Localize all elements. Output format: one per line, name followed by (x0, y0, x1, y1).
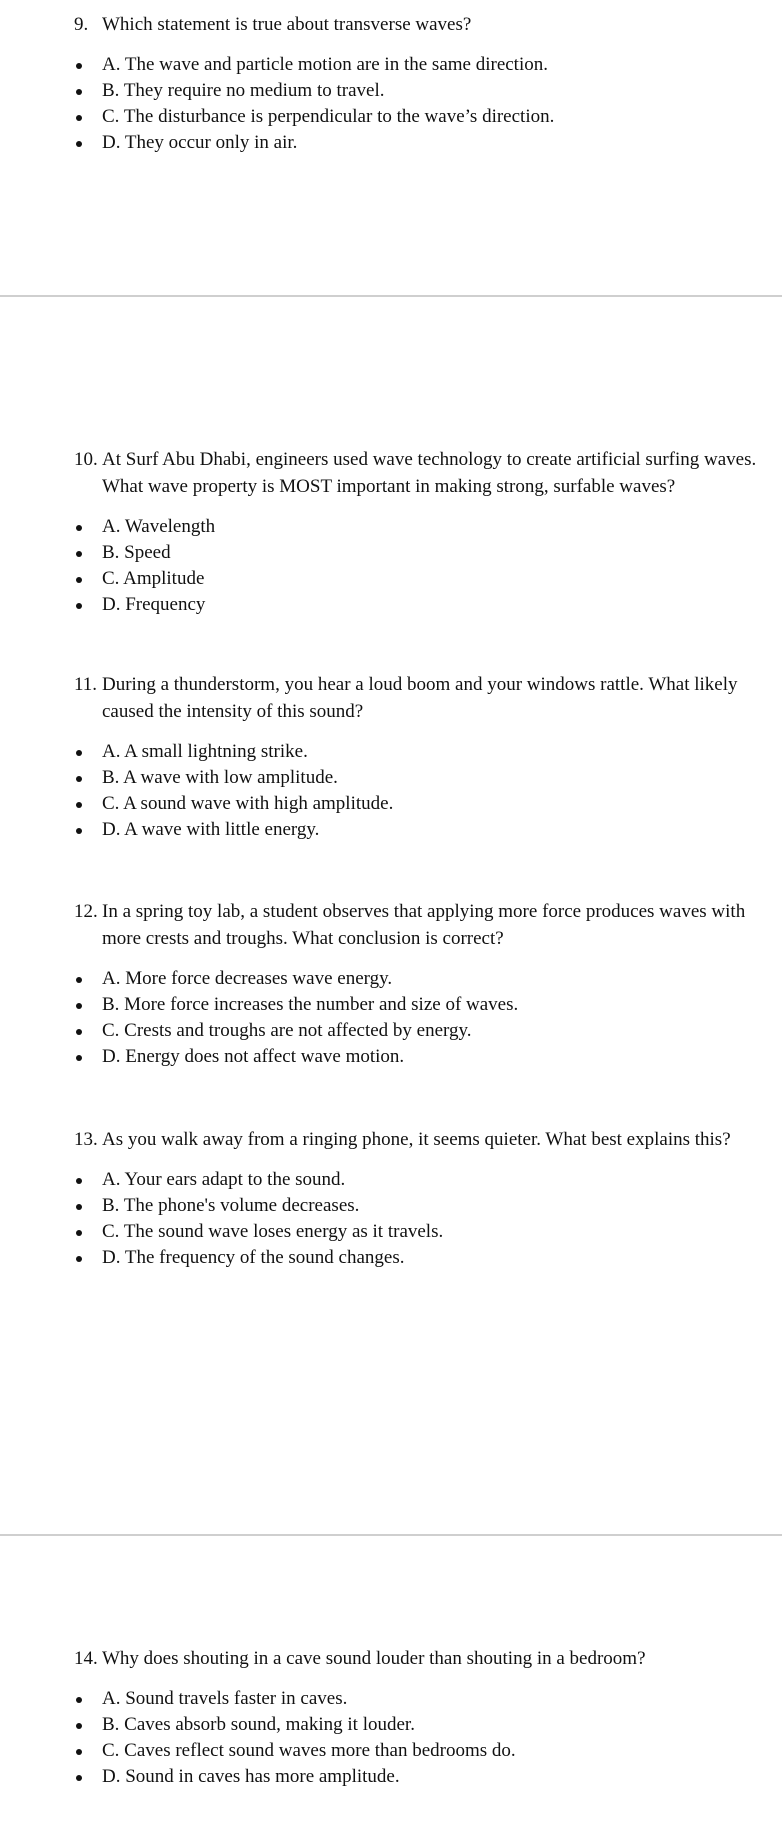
answer-text: C. Amplitude (102, 568, 205, 589)
question-header (74, 1645, 774, 1672)
answer-option (74, 104, 774, 130)
bullet-icon (76, 1697, 82, 1703)
answer-text: C. The sound wave loses energy as it travels. (102, 1221, 444, 1242)
answer-text: D. Sound in caves has more amplitude. (102, 1766, 400, 1787)
answer-option (74, 514, 774, 540)
answer-text: D. The frequency of the sound changes. (102, 1247, 405, 1268)
bullet-icon (76, 1055, 82, 1061)
answer-options (74, 514, 774, 618)
bullet-icon (76, 525, 82, 531)
question-header (74, 1126, 774, 1153)
answer-option (74, 1044, 774, 1070)
question-number: 11. (74, 674, 98, 695)
bullet-icon (76, 577, 82, 583)
answer-option (74, 1686, 774, 1712)
question-text: During a thunderstorm, you hear a loud boom and your windows rattle. What likely caused the intensity of this sound? (102, 674, 738, 722)
answer-option (74, 130, 774, 156)
answer-text: A. Wavelength (102, 516, 216, 537)
bullet-icon (76, 89, 82, 95)
answer-option (74, 1018, 774, 1044)
page-divider (0, 295, 782, 297)
answer-text: A. The wave and particle motion are in the same direction. (102, 54, 548, 75)
answer-option (74, 1712, 774, 1738)
question-text: As you walk away from a ringing phone, it seems quieter. What best explains this? (102, 1129, 731, 1150)
answer-option (74, 791, 774, 817)
question-number: 10. (74, 449, 98, 470)
answer-options (74, 1686, 774, 1790)
answer-text: A. More force decreases wave energy. (102, 968, 393, 989)
answer-text: B. Speed (102, 542, 171, 563)
answer-option (74, 1245, 774, 1271)
question-header (74, 11, 774, 38)
bullet-icon (76, 115, 82, 121)
answer-options (74, 739, 774, 843)
answer-text: B. Caves absorb sound, making it louder. (102, 1714, 415, 1735)
answer-option (74, 765, 774, 791)
bullet-icon (76, 776, 82, 782)
answer-text: C. Caves reflect sound waves more than bedrooms do. (102, 1740, 516, 1761)
answer-option (74, 78, 774, 104)
question-header (74, 671, 774, 725)
answer-text: B. A wave with low amplitude. (102, 767, 338, 788)
bullet-icon (76, 1029, 82, 1035)
answer-option (74, 1193, 774, 1219)
answer-text: D. They occur only in air. (102, 132, 298, 153)
bullet-icon (76, 828, 82, 834)
question-10 (74, 446, 774, 618)
answer-option (74, 992, 774, 1018)
bullet-icon (76, 1003, 82, 1009)
question-12 (74, 898, 774, 1070)
bullet-icon (76, 1230, 82, 1236)
question-header (74, 446, 774, 500)
question-text: Why does shouting in a cave sound louder than shouting in a bedroom? (102, 1648, 646, 1669)
question-text: At Surf Abu Dhabi, engineers used wave technology to create artificial surfing waves. What wave property is MOST important in making strong, surfable waves? (102, 449, 757, 497)
bullet-icon (76, 1723, 82, 1729)
question-number: 12. (74, 901, 98, 922)
bullet-icon (76, 63, 82, 69)
answer-text: D. Frequency (102, 594, 206, 615)
answer-option (74, 566, 774, 592)
answer-text: C. Crests and troughs are not affected by energy. (102, 1020, 472, 1041)
answer-text: A. Your ears adapt to the sound. (102, 1169, 346, 1190)
question-number: 14. (74, 1648, 98, 1669)
answer-option (74, 52, 774, 78)
question-number: 13. (74, 1129, 98, 1150)
answer-options (74, 966, 774, 1070)
question-text: In a spring toy lab, a student observes that applying more force produces waves with more crests and troughs. What conclusion is correct? (102, 901, 746, 949)
bullet-icon (76, 141, 82, 147)
answer-text: C. A sound wave with high amplitude. (102, 793, 394, 814)
answer-text: B. They require no medium to travel. (102, 80, 385, 101)
question-11 (74, 671, 774, 843)
bullet-icon (76, 1204, 82, 1210)
answer-options (74, 52, 774, 156)
bullet-icon (76, 977, 82, 983)
question-13 (74, 1126, 774, 1271)
question-header (74, 898, 774, 952)
bullet-icon (76, 1256, 82, 1262)
bullet-icon (76, 603, 82, 609)
answer-option (74, 540, 774, 566)
answer-option (74, 739, 774, 765)
answer-text: D. Energy does not affect wave motion. (102, 1046, 405, 1067)
answer-text: A. Sound travels faster in caves. (102, 1688, 348, 1709)
bullet-icon (76, 750, 82, 756)
bullet-icon (76, 802, 82, 808)
question-9 (74, 11, 774, 156)
answer-text: D. A wave with little energy. (102, 819, 320, 840)
bullet-icon (76, 1178, 82, 1184)
bullet-icon (76, 551, 82, 557)
answer-option (74, 592, 774, 618)
answer-option (74, 966, 774, 992)
answer-text: B. The phone's volume decreases. (102, 1195, 360, 1216)
question-text: Which statement is true about transverse waves? (102, 14, 472, 35)
bullet-icon (76, 1775, 82, 1781)
bullet-icon (76, 1749, 82, 1755)
answer-text: C. The disturbance is perpendicular to the wave’s direction. (102, 106, 555, 127)
page-divider (0, 1534, 782, 1536)
answer-options (74, 1167, 774, 1271)
answer-text: B. More force increases the number and size of waves. (102, 994, 519, 1015)
answer-option (74, 1167, 774, 1193)
question-14 (74, 1645, 774, 1790)
answer-option (74, 1738, 774, 1764)
answer-option (74, 817, 774, 843)
answer-option (74, 1764, 774, 1790)
answer-option (74, 1219, 774, 1245)
answer-text: A. A small lightning strike. (102, 741, 308, 762)
question-number: 9. (74, 14, 89, 35)
